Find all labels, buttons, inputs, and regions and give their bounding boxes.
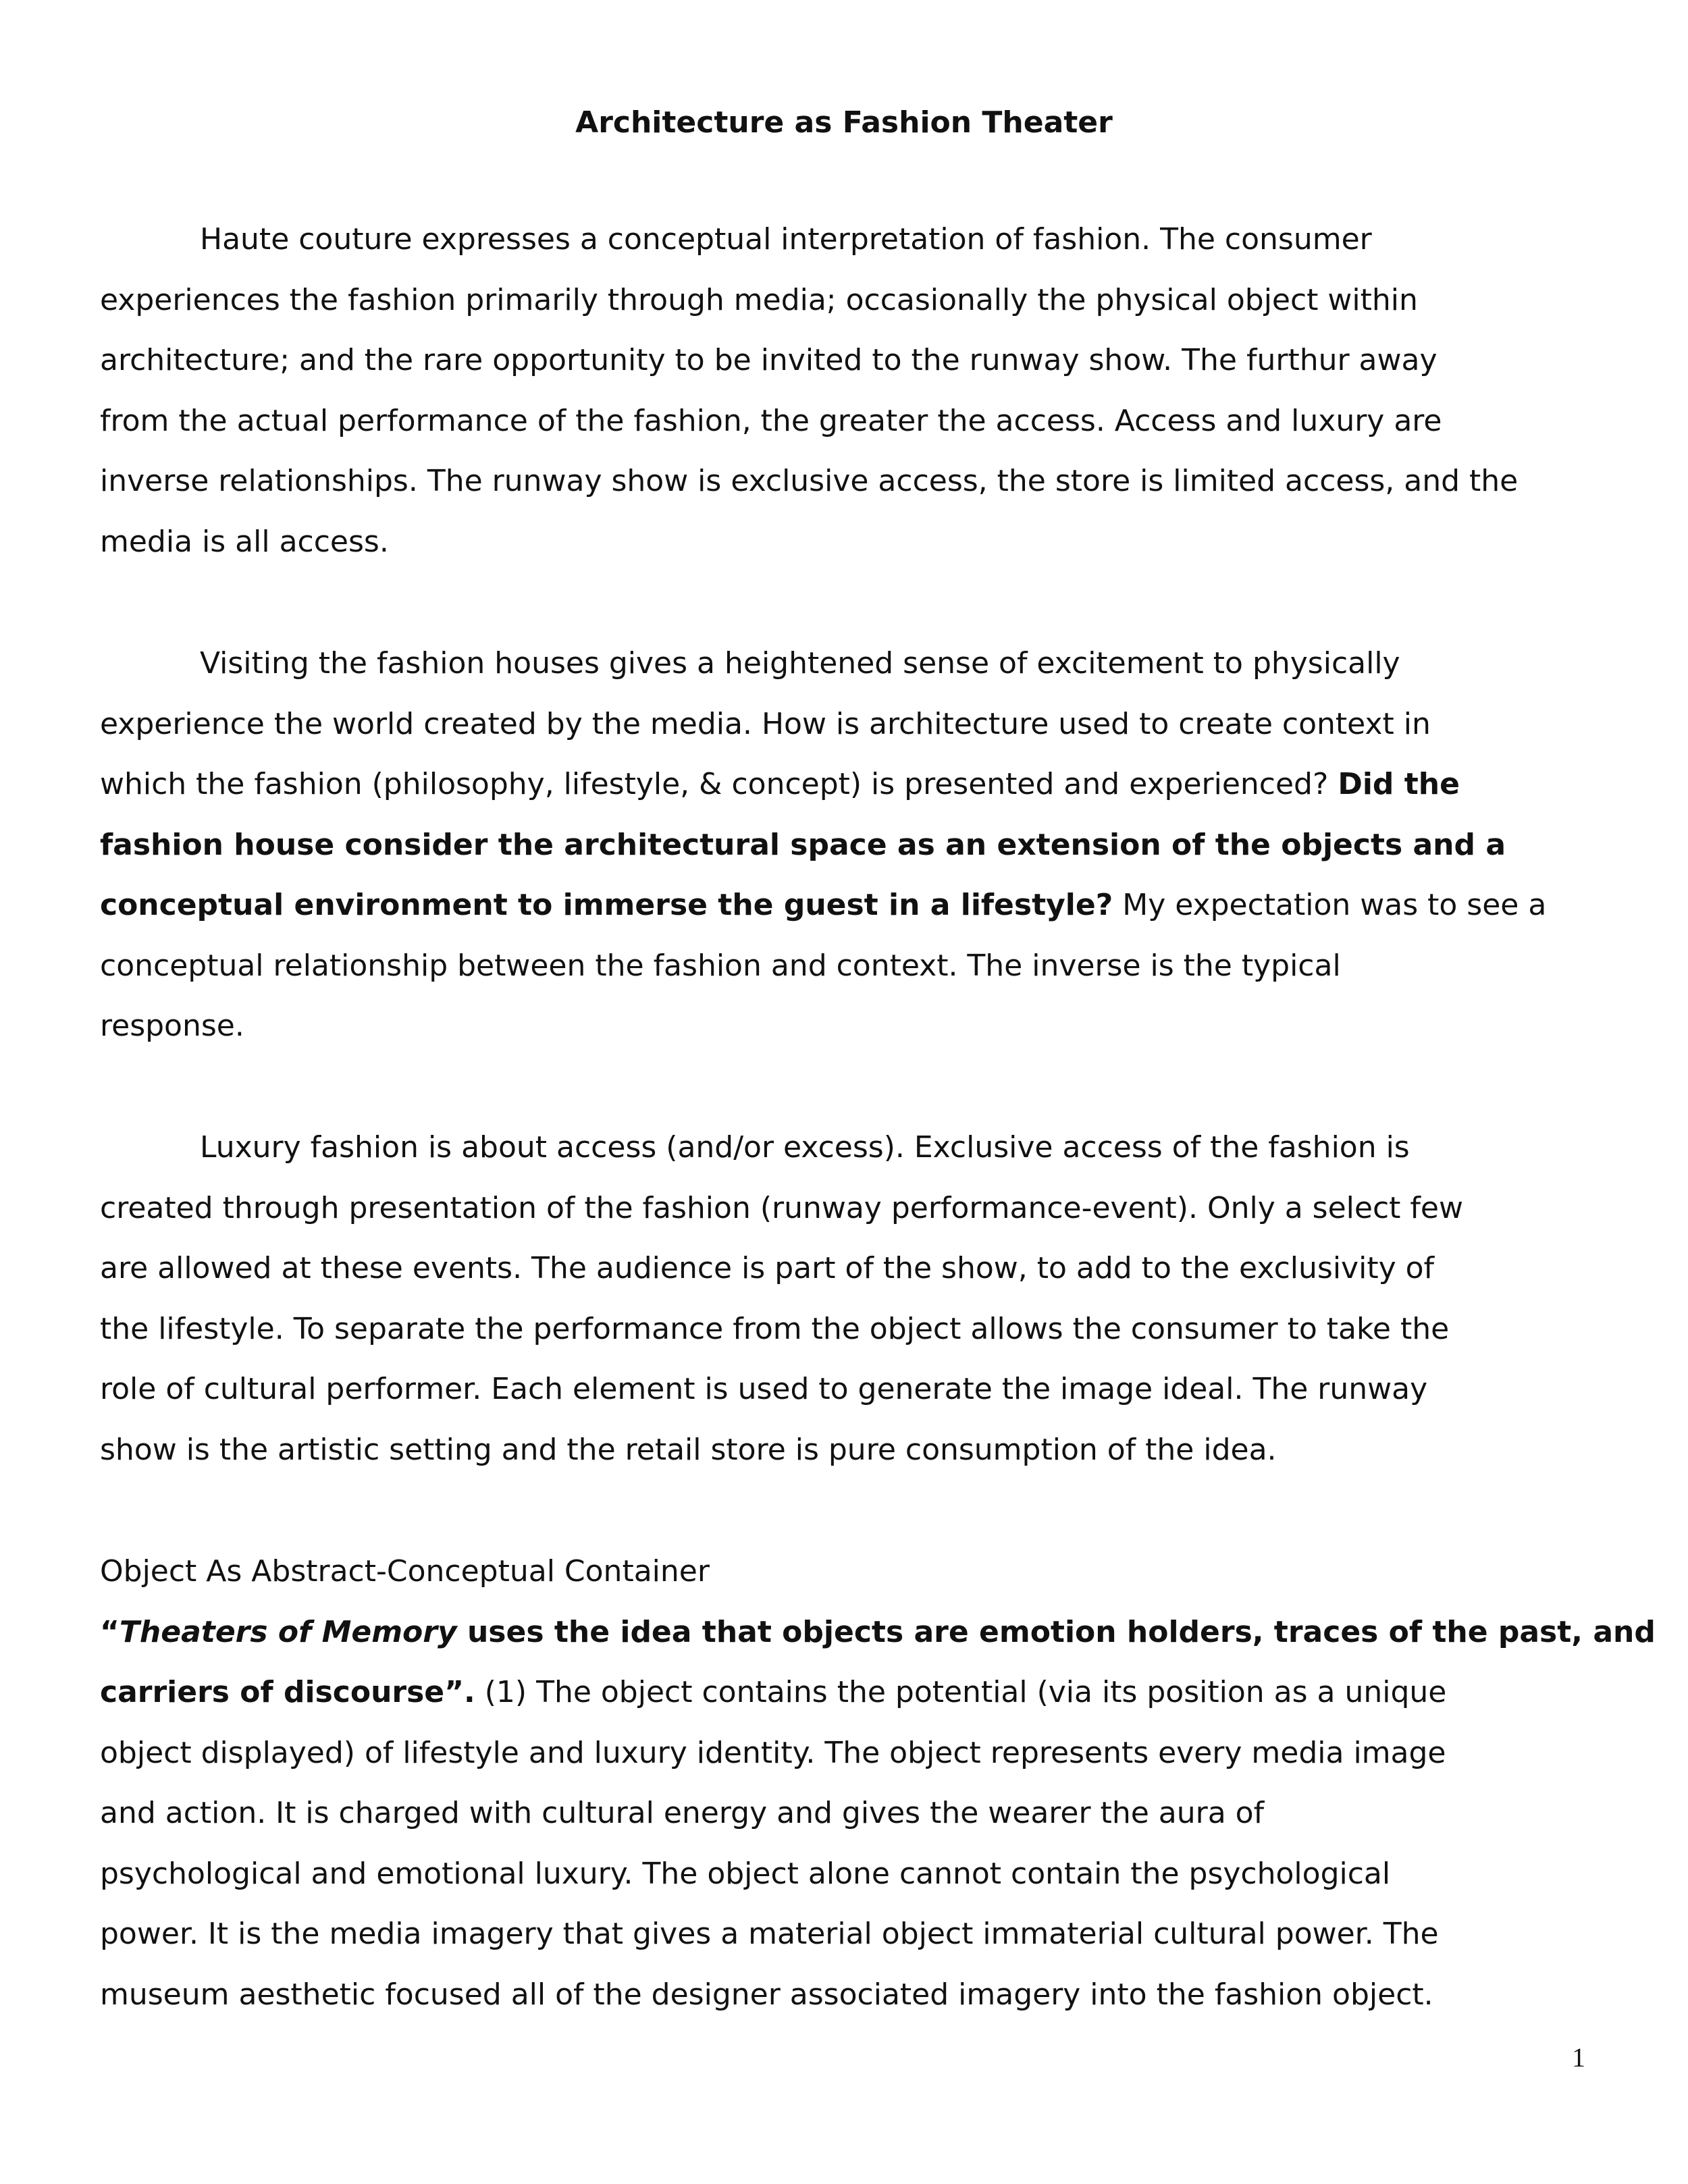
- text-line: [100, 754, 1598, 815]
- bold-text-run: conceptual environment to immerse the guest in a lifestyle?: [100, 888, 1113, 922]
- text-line: [100, 875, 1598, 936]
- text-line: museum aesthetic focused all of the designer associated imagery into the fashion object.: [100, 1977, 1433, 2012]
- text-line: Visiting the fashion houses gives a heightened sense of excitement to physically: [200, 646, 1400, 681]
- text-line: Luxury fashion is about access (and/or excess). Exclusive access of the fashion is: [200, 1130, 1410, 1165]
- text-line: [100, 1602, 1656, 1663]
- book-title: Theaters of Memory: [119, 1614, 457, 1649]
- text-line: architecture; and the rare opportunity to be invited to the runway show. The furthur away: [100, 343, 1438, 377]
- text-run: (1) The object contains the potential (via its position as a unique: [475, 1675, 1447, 1709]
- paragraph-3: [100, 1117, 1598, 1480]
- paragraph-2: [100, 633, 1598, 1057]
- text-line: Haute couture expresses a conceptual interpretation of fashion. The consumer: [200, 222, 1372, 257]
- bold-text-run: Did the: [1338, 767, 1460, 801]
- document-title: Architecture as Fashion Theater: [575, 105, 1113, 140]
- text-run: My expectation was to see a: [1113, 888, 1547, 922]
- section-heading: Object As Abstract-Conceptual Container: [100, 1554, 710, 1589]
- paragraph-1: [100, 209, 1598, 572]
- text-line: power. It is the media imagery that gives a material object immaterial cultural power. The: [100, 1917, 1439, 1951]
- text-line: conceptual relationship between the fashion and context. The inverse is the typical: [100, 948, 1341, 983]
- text-line: from the actual performance of the fashion, the greater the access. Access and luxury are: [100, 403, 1442, 438]
- text-line: created through presentation of the fashion (runway performance-event). Only a select few: [100, 1190, 1463, 1225]
- quote-mark: “: [100, 1614, 120, 1649]
- bold-text-run: uses the idea that objects are emotion holders, traces of the past, and: [456, 1614, 1656, 1649]
- text-line: show is the artistic setting and the retail store is pure consumption of the idea.: [100, 1432, 1277, 1467]
- text-line: experience the world created by the media. How is architecture used to create context in: [100, 706, 1431, 741]
- text-line: experiences the fashion primarily through media; occasionally the physical object within: [100, 282, 1418, 317]
- text-line: role of cultural performer. Each element is used to generate the image ideal. The runway: [100, 1372, 1428, 1406]
- text-line: [100, 1662, 1598, 1723]
- page-number: 1: [1572, 2042, 1585, 2073]
- text-line: media is all access.: [100, 524, 389, 559]
- text-line: response.: [100, 1009, 244, 1043]
- text-line: the lifestyle. To separate the performance from the object allows the consumer to take the: [100, 1311, 1450, 1346]
- paragraph-4: [100, 1541, 1656, 2025]
- text-line: inverse relationships. The runway show is exclusive access, the store is limited access, and the: [100, 464, 1519, 498]
- bold-text-line: fashion house consider the architectural space as an extension of the objects and a: [100, 827, 1506, 862]
- text-line: psychological and emotional luxury. The object alone cannot contain the psychological: [100, 1856, 1391, 1891]
- bold-text-run: carriers of discourse”.: [100, 1675, 475, 1709]
- text-run: which the fashion (philosophy, lifestyle, & concept) is presented and experienced?: [100, 767, 1338, 801]
- text-line: object displayed) of lifestyle and luxury identity. The object represents every media image: [100, 1735, 1446, 1770]
- text-line: are allowed at these events. The audience is part of the show, to add to the exclusivity of: [100, 1251, 1435, 1285]
- text-line: and action. It is charged with cultural energy and gives the wearer the aura of: [100, 1796, 1265, 1830]
